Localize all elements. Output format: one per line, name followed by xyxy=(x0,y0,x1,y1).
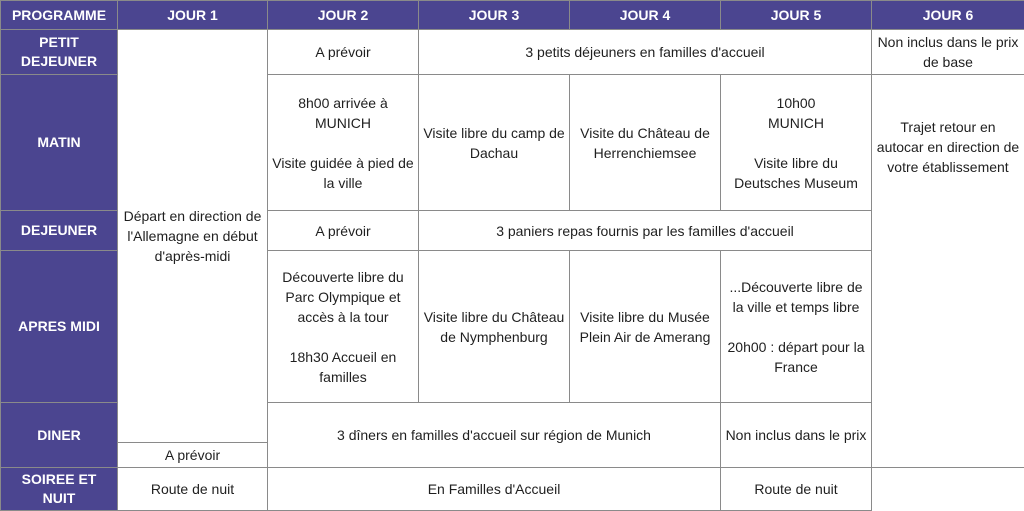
cell-jour2-apres-midi: Découverte libre du Parc Olympique et accès à la tour 18h30 Accueil en familles xyxy=(268,251,419,403)
cell-jour3-apres-midi: Visite libre du Château de Nymphenburg xyxy=(419,251,570,403)
header-jour-4: JOUR 4 xyxy=(570,1,721,30)
header-programme: PROGRAMME xyxy=(1,1,118,30)
header-jour-6: JOUR 6 xyxy=(872,1,1024,30)
row-soiree xyxy=(1,468,1024,511)
row-label-apres-midi: APRES MIDI xyxy=(1,251,118,403)
row-label-dejeuner: DEJEUNER xyxy=(1,211,118,251)
cell-jour2-petit-dejeuner: A prévoir xyxy=(268,30,419,75)
cell-jour5-diner: Non inclus dans le prix xyxy=(721,403,872,468)
cell-jour3-5-petit-dejeuner: 3 petits déjeuners en familles d'accueil xyxy=(419,30,872,75)
row-label-soiree: SOIREE ET NUIT xyxy=(1,468,118,511)
header-jour-2: JOUR 2 xyxy=(268,1,419,30)
cell-jour5-matin: 10h00 MUNICH Visite libre du Deutsches Museum xyxy=(721,75,872,211)
cell-jour1-apres-midi: Départ en direction de l'Allemagne en début d'après-midi xyxy=(118,30,268,443)
row-label-diner: DINER xyxy=(1,403,118,468)
row-label-matin: MATIN xyxy=(1,75,118,211)
cell-jour6-matin: Trajet retour en autocar en direction de votre établissement xyxy=(872,75,1024,468)
cell-jour5-soiree: Route de nuit xyxy=(721,468,872,511)
cell-jour5-apres-midi: ...Découverte libre de la ville et temps libre 20h00 : départ pour la France xyxy=(721,251,872,403)
cell-jour2-4-diner: 3 dîners en familles d'accueil sur région de Munich xyxy=(268,403,721,468)
cell-jour6-petit-dejeuner: Non inclus dans le prix de base xyxy=(872,30,1024,75)
header-jour-3: JOUR 3 xyxy=(419,1,570,30)
header-jour-5: JOUR 5 xyxy=(721,1,872,30)
cell-jour3-matin: Visite libre du camp de Dachau xyxy=(419,75,570,211)
cell-jour4-apres-midi: Visite libre du Musée Plein Air de Amerang xyxy=(570,251,721,403)
cell-jour2-dejeuner: A prévoir xyxy=(268,211,419,251)
cell-jour2-4-soiree: En Familles d'Accueil xyxy=(268,468,721,511)
cell-jour1-diner: A prévoir xyxy=(118,443,268,468)
cell-jour4-matin: Visite du Château de Herrenchiemsee xyxy=(570,75,721,211)
cell-jour3-5-dejeuner: 3 paniers repas fournis par les familles d'accueil xyxy=(419,211,872,251)
cell-jour2-matin: 8h00 arrivée à MUNICH Visite guidée à pied de la ville xyxy=(268,75,419,211)
cell-jour1-soiree: Route de nuit xyxy=(118,468,268,511)
header-jour-1: JOUR 1 xyxy=(118,1,268,30)
header-row xyxy=(1,1,1024,30)
row-petit-dejeuner xyxy=(1,30,1024,75)
row-label-petit-dejeuner: PETIT DEJEUNER xyxy=(1,30,118,75)
